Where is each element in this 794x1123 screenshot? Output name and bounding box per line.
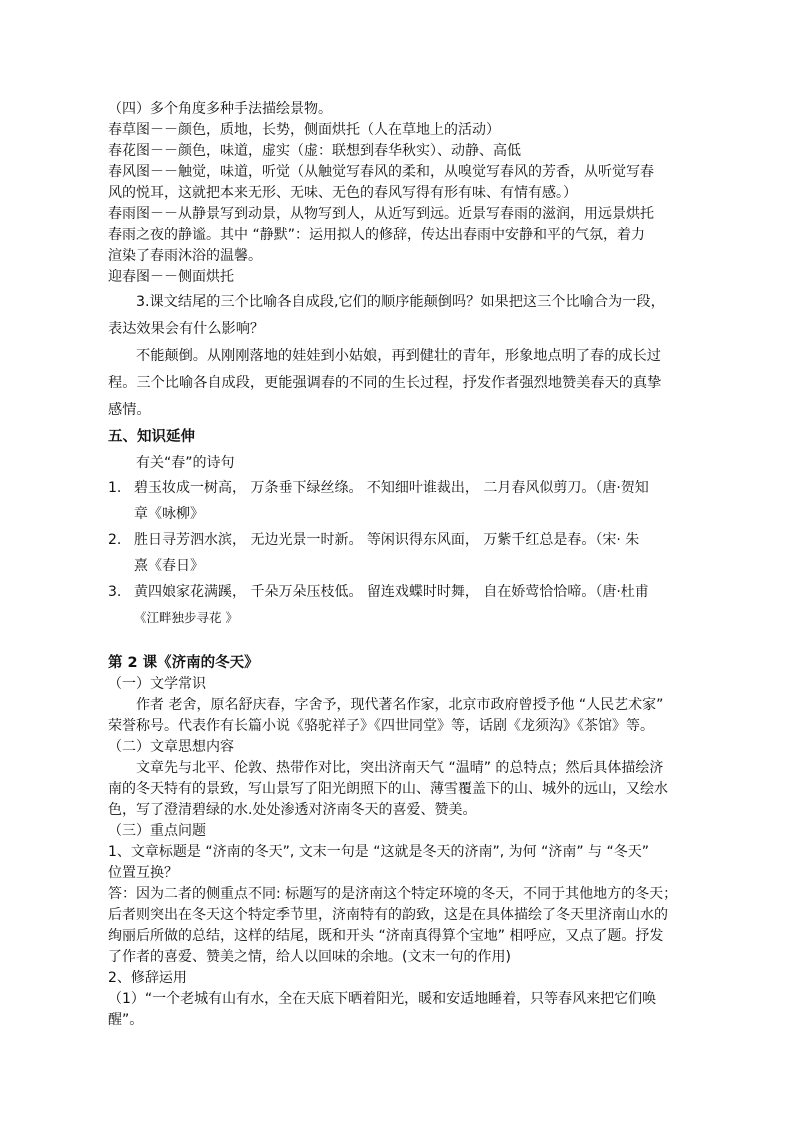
text-line: 风的悦耳，这就把本来无形、无味、无色的春风写得有形有味、有情有感。） (108, 185, 577, 201)
text-line: 程。三个比喻各自成段，更能强调春的不同的生长过程，抒发作者强烈地赞美春天的真挚 (108, 375, 662, 391)
text-line: 春风图－－触觉，味道，听觉（从触觉写春风的柔和，从嗅觉写春风的芳香，从听觉写春 (108, 164, 654, 180)
text-line: 迎春图－－侧面烘托 (108, 269, 234, 285)
poem-line: 黄四娘家花满蹊， 千朵万朵压枝低。 留连戏蝶时时舞， 自在娇莺恰恰啼。（唐·杜甫 (134, 584, 649, 600)
text-line: 文章先与北平、伦敦、热带作对比，突出济南天气 “温晴” 的总特点；然后具体描绘济 (136, 760, 664, 776)
text-line: 表达效果会有什么影响？ (108, 321, 265, 337)
text-line: 了作者的喜爱、赞美之情，给人以回味的余地。(文末一句的作用) (108, 949, 511, 965)
poem-source: 《江畔独步寻花 》 (134, 610, 238, 625)
text-line: 色，写了澄清碧绿的水.处处渗透对济南冬天的喜爱、赞美。 (108, 802, 477, 818)
text-line: 绚丽后所做的总结，这样的结尾，既和开头 “济南真得算个宝地” 相呼应，又点了题。抒发 (108, 928, 664, 944)
text-line: 作者 老舍，原名舒庆春，字舍予，现代著名作家，北京市政府曾授予他 “人民艺术家” (136, 697, 664, 713)
text-line: 春草图－－颜色，质地，长势，侧面烘托（人在草地上的活动） (108, 122, 500, 138)
poem-line: 胜日寻芳泗水滨， 无边光景一时新。 等闲识得东风面， 万紫千红总是春。（宋· 朱 (134, 532, 640, 548)
text-line: 春雨之夜的静谧。其中 “静默”：运用拟人的修辞，传达出春雨中安静和平的气氛，着力 (108, 227, 645, 243)
text-line: 感情。 (108, 402, 151, 418)
text-line: 后者则突出在冬天这个特定季节里，济南特有的韵致，这是在具体描绘了冬天里济南山水的 (108, 907, 668, 923)
text-line: 春花图－－颜色，味道，虚实（虚：联想到春华秋实）、动静、高低 (108, 143, 521, 159)
text-line: 荣誉称号。代表作有长篇小说《骆驼祥子》《四世同堂》等，话剧《龙须沟》《茶馆》等。 (108, 718, 654, 734)
poem-number: 2. (108, 532, 122, 548)
subheading: （二）文章思想内容 (108, 739, 234, 755)
text-line: （1）“一个老城有山有水，全在天底下晒着阳光，暖和安适地睡着，只等春风来把它们唤 (108, 991, 657, 1007)
text-line: 醒”。 (108, 1012, 144, 1028)
poem-source: 熹《春日》 (134, 558, 204, 574)
lesson-2-title: 第 2 课《济南的冬天》 (108, 655, 259, 671)
text-line: 1、文章标题是 “济南的冬天”, 文末一句是 “这就是冬天的济南”, 为何 “济南” 与 “冬天” (108, 844, 649, 860)
subheading: 2、修辞运用 (108, 970, 187, 986)
poem-number: 1. (108, 480, 122, 496)
text-line: 春雨图－－从静景写到动景，从物写到人，从近写到远。近景写春雨的滋润，用远景烘托 (108, 206, 654, 222)
text-line: 渲染了春雨沐浴的温馨。 (108, 248, 262, 264)
section-heading-4: （四）多个角度多种手法描绘景物。 (108, 101, 332, 117)
text-line: 答：因为二者的侧重点不同: 标题写的是济南这个特定环境的冬天，不同于其他地方的冬天； (108, 886, 678, 902)
poem-line: 碧玉妆成一树高， 万条垂下绿丝绦。 不知细叶谁裁出， 二月春风似剪刀。（唐·贺知 (134, 480, 649, 496)
subheading: （三）重点问题 (108, 823, 206, 839)
answer-3: 不能颠倒。从刚刚落地的娃娃到小姑娘，再到健壮的青年，形象地点明了春的成长过 (136, 348, 661, 364)
subheading: （一）文学常识 (108, 676, 206, 692)
poems-intro: 有关“春”的诗句 (136, 455, 235, 471)
text-line: 南的冬天特有的景致，写山景写了阳光朗照下的山、薄雪覆盖下的山、城外的远山，又绘水 (108, 781, 668, 797)
text-line: 位置互换？ (108, 865, 178, 881)
section-heading-5: 五、知识延伸 (108, 429, 195, 445)
question-3: 3.课文结尾的三个比喻各自成段,它们的顺序能颠倒吗？如果把这三个比喻合为一段， (136, 294, 665, 310)
poem-source: 章《咏柳》 (134, 506, 204, 522)
poem-number: 3. (108, 584, 122, 600)
